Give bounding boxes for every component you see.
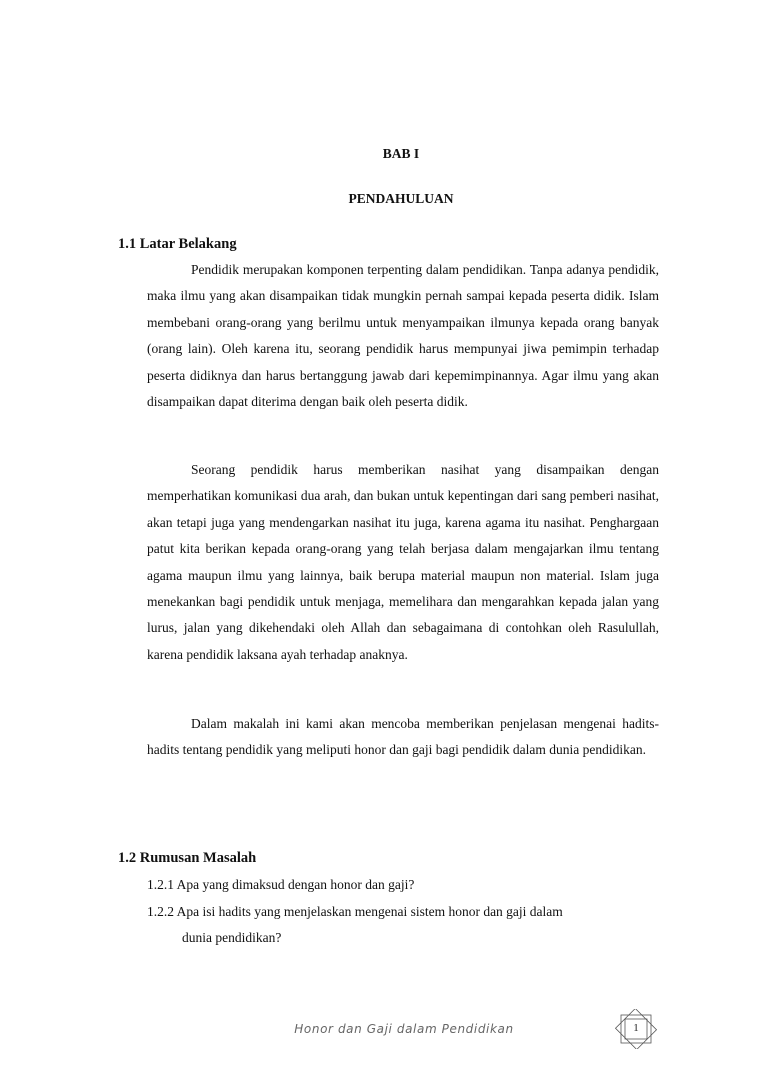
section-heading-rumusan-masalah: 1.2 Rumusan Masalah (118, 850, 257, 866)
chapter-title: PENDAHULUAN (348, 191, 454, 206)
paragraph-1: Pendidik merupakan komponen terpenting dalam pendidikan. Tanpa adanya pendidik, maka ilmu yang akan disampaikan tidak mungkin pernah sampai kepada peserta didik. Islam membebani orang-orang yang berilmu untuk menyampaikan ilmunya kepada orang banyak (orang lain). Oleh karena itu, seorang pendidik harus mempunyai jiwa pemimpin terhadap peserta didiknya dan harus bertanggung jawab dari kepemimpinannya. Agar ilmu yang akan disampaikan dapat diterima dengan baik oleh peserta didik. (147, 262, 659, 410)
page-number: 1 (633, 1022, 639, 1034)
footer-title: Honor dan Gaji dalam Pendidikan (294, 1022, 514, 1036)
list-item (147, 899, 659, 952)
page-number-badge (613, 1009, 659, 1049)
list-item: 1.2.1 Apa yang dimaksud dengan honor dan gaji? (147, 877, 415, 892)
list-item-line: 1.2.2 Apa isi hadits yang menjelaskan mengenai sistem honor dan gaji dalam (147, 904, 563, 919)
paragraph-3: Dalam makalah ini kami akan mencoba memberikan penjelasan mengenai hadits-hadits tentang pendidik yang meliputi honor dan gaji bagi pendidik dalam dunia pendidikan. (147, 716, 659, 758)
chapter-label: BAB I (382, 146, 420, 161)
list-item-continuation: dunia pendidikan? (182, 930, 282, 946)
paragraph-2: Seorang pendidik harus memberikan nasihat yang disampaikan dengan memperhatikan komunikasi dua arah, dan bukan untuk kepentingan dari sang pemberi nasihat, akan tetapi juga yang mendengarkan nasihat itu juga, karena agama itu nasihat. Penghargaan patut kita berikan kepada orang-orang yang telah berjasa dalam mengajarkan ilmu tentang agama maupun ilmu yang lainnya, baik berupa material maupun non material. Islam juga menekankan bagi pendidik untuk menjaga, memelihara dan mengarahkan kepada jalan yang lurus, jalan yang dikehendaki oleh Allah dan sebagaimana di contohkan oleh Rasulullah, karena pendidik laksana ayah terhadap anaknya. (147, 462, 659, 662)
section-heading-latar-belakang: 1.1 Latar Belakang (118, 236, 237, 252)
